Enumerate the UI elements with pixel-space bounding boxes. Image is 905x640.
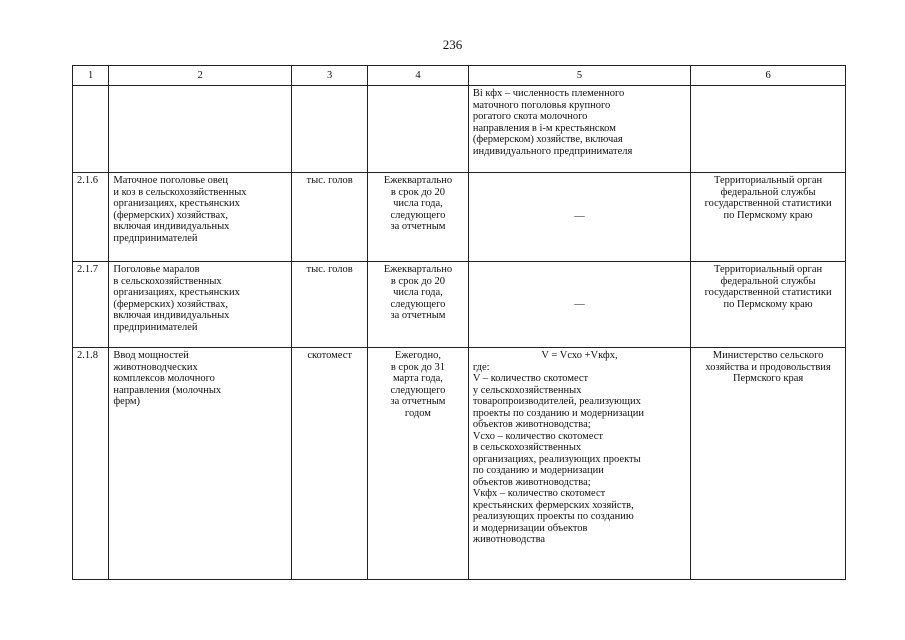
column-header: 6 [691,66,846,86]
reporting-period: Ежеквартально в срок до 20 числа года, следующего за отчетным [368,173,469,262]
reporting-period [368,86,469,173]
reporting-period: Ежеквартально в срок до 20 числа года, следующего за отчетным [368,262,469,348]
column-header: 4 [368,66,469,86]
unit: скотомест [292,348,368,580]
data-source: Министерство сельского хозяйства и продовольствия Пермского края [691,348,846,580]
formula: V = Vсхо +Vкфх, [541,350,618,361]
table-row [73,262,846,348]
row-number: 2.1.8 [73,348,109,580]
table-row [73,173,846,262]
calculation-method: — [468,173,690,262]
formula-explanation: где: V – количество скотомест у сельскохозяйственных товаропроизводителей, реализующих проекты по созданию и модернизации объектов животноводства; Vсхо – количество скотомест в сельскохозяйственных организациях, реализующих проекты по созданию и модернизации объектов животноводства; Vкфх – количество скотомест крестьянских фермерских хозяйств, реализующих проекты по созданию и модернизации объектов животноводства [472,361,645,545]
calculation-method [468,348,690,580]
row-number: 2.1.7 [73,262,109,348]
unit [292,86,368,173]
table-row [73,348,846,580]
column-header: 3 [292,66,368,86]
calculation-method: — [468,262,690,348]
indicator-name: Маточное поголовье овец и коз в сельскохозяйственных организациях, крестьянских (фермерских) хозяйствах, включая индивидуальных предпринимателей [109,173,292,262]
data-source [691,86,846,173]
column-header: 1 [73,66,109,86]
indicator-name [109,86,292,173]
unit: тыс. голов [292,173,368,262]
table-row [73,86,846,173]
column-header: 2 [109,66,292,86]
calculation-method: Вi кфх – численность племенного маточного поголовья крупного рогатого скота молочного направления в i-м крестьянском (фермерском) хозяйстве, включая индивидуального предпринимателя [468,86,690,173]
table-header-row [73,66,846,86]
indicator-name: Поголовье маралов в сельскохозяйственных организациях, крестьянских (фермерских) хозяйствах, включая индивидуальных предпринимателей [109,262,292,348]
data-source: Территориальный орган федеральной службы государственной статистики по Пермскому краю [691,262,846,348]
row-number [73,86,109,173]
row-number: 2.1.6 [73,173,109,262]
column-header: 5 [468,66,690,86]
indicator-name: Ввод мощностей животноводческих комплексов молочного направления (молочных ферм) [109,348,292,580]
unit: тыс. голов [292,262,368,348]
page-number: 236 [442,37,463,52]
data-source: Территориальный орган федеральной службы государственной статистики по Пермскому краю [691,173,846,262]
indicators-table [72,65,846,580]
reporting-period: Ежегодно, в срок до 31 марта года, следующего за отчетным годом [368,348,469,580]
